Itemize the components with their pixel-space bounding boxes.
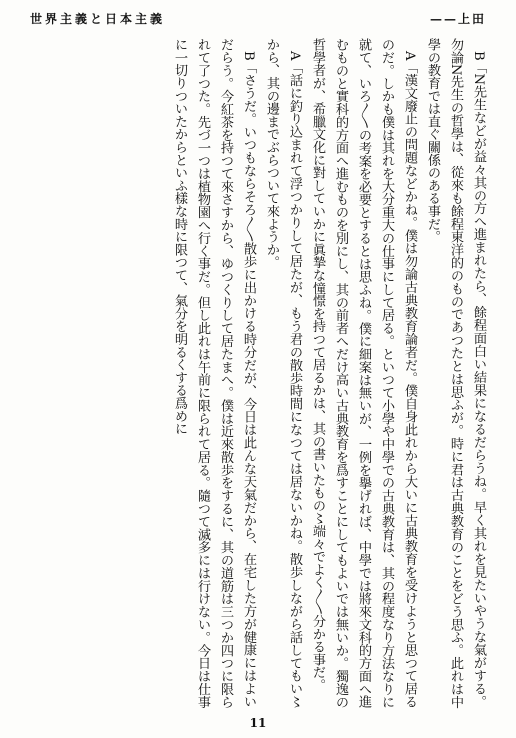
paragraph: A「漢文廢止の問題などかね。僕は勿論古典教育論者だ。僕自身此れから大いに古典教育を受けようと思つて居るのだ。しかも僕は其れを大分重大の仕事にして居る。といつて小學や中學での古典教育は、其の程度なり方法なりに就て、いろ〳〵の考案を必要とするとは思ふね。僕に細案は無いが、一例を擧げれば、中學では將來文科的方面へ進むものと實科的方面へ進むものを別にし、其の前者へだけ高い古典教育を爲すことにしてもよいでは無いか。獨逸の哲學者が、希臘文化に對していかに眞摯な憧憬を持つて居るかは、其の書いたもの〻端々でよく〳〵分かる事だ。	[310, 38, 417, 708]
running-head-section: ——上田	[429, 11, 486, 26]
paragraph: B「N先生などが益々其の方へ進まれたら、餘程面白い結果になるだらうね。早く其れを見たいやうな氣がする。勿論N先生の哲學は、從來も餘程東洋的のものであつたとは思ふが。時に君は古典教育のことをどう思ふ。此れは中學の教育では直ぐ關係のある事だ。	[425, 38, 486, 708]
body-text	[20, 38, 490, 708]
running-head-title: 世界主義と日本主義	[30, 11, 166, 26]
running-head	[30, 10, 486, 26]
paragraph: A「話に釣り込まれて浮つかりして居たが、もう君の散歩時間になつては居ないかね。散歩しながら話してもい〻から、其の邊までぶらついて來ようか。	[264, 38, 302, 708]
paragraph: B「さうだ。いつもならそろ〳〵散歩に出かける時分だが、今日は此んな天氣だから、在宅した方が健康にはよいだらう。今紅茶を持つて來さすから、ゆつくりして居たまへ。僕は近來散歩をするに、其の道筋は三つか四つに限られて了つた。先づ一つは植物園へ行く事だ。但し此れは午前に限られて居る。隨つて滅多には行けない。今日は仕事に一切りついたからといふ樣な時に限つて、氣分を明るくする爲めに	[172, 38, 256, 708]
page-number: 11	[249, 716, 267, 730]
